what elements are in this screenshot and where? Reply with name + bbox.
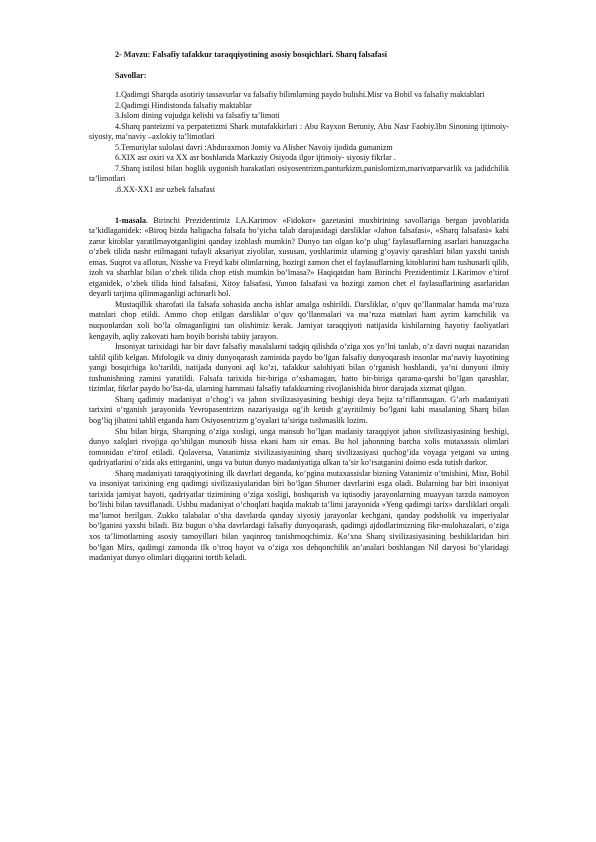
page-title: 2- Mavzu: Falsafiy tafakkur taraqqiyotining asosiy bosqichlari. Sharq falsafasi xyxy=(115,50,387,59)
body-paragraph: Insoniyat tarixidagi har bir davr falsafiy masalalarni tadqiq qilishda o’ziga xos yo’lni tanlab, o’z davri nuqtai nazaridan tahlil qilib kelgan. Mifologik va diniy dunyoqarash zaminida paydo bo’lgan falsafiy dunyoqarash insonlar ma’naviy hayotining yangi bosqichiga ko’tarildi, natijada dunyoni aql ko’zi, tafakkur salohiyati bilan o’rganish boshlandi, ya’ni dunyoni ilmiy tushunishning zamini yaratildi. Falsafa tarixida bir-biriga o’xshamagan, hatto bir-biriga qarama-qarshi bo’lgan qarashlar, tizimlar, fikrlar paydo bo’lsa-da, ularning hammasi falsafiy tafakkurning rivojlanishida biror darajada xizmat qilgan. xyxy=(89,342,509,394)
issue-label: 1-masala xyxy=(115,215,147,225)
question-item: 5.Temuriylar sulolasi davri :Abduraxmon Jomiy va Alisher Navoiy ijodida gumanizm xyxy=(115,142,393,152)
document-page xyxy=(89,50,509,564)
questions-list xyxy=(89,90,509,195)
body-paragraph: Shu bilan birga, Sharqning o’ziga xosligi, unga mansub bo’lgan madaniy taraqqiyot jahon sivilizasiyasining beshigi, dunyo xalqlari rivojiga qo’shilgan munosib hissa ekani ham sir emas. Bu hol jahonning barcha xolis mutaxassis olimlari tomonidan e’tirof etiladi. Qolaversa, Vatanimiz sivilizasiyasining sharq sivilizasiyasi quchog’ida voyaga yetgani va uning qadriyatlarini o’zida aks ettirganini, unga va butun dunyo madaniyatiga ulkan ta’sir ko’rsatganini doimo esda tutish darkor. xyxy=(89,426,509,468)
paragraph-text: . Birinchi Prezidentimiz I.A.Karimov «Fidokor» gazetasini muxbirining savollariga bergan javoblarida ta’kidlaganidek: «Biroq bizda haligacha falsafa bo’yicha talab darajasidagi darsliklar «Jahon falsafasi», «Sharq falsafasi» kabi zarur kitoblar yaratilmayotganligini qanday izohlash mumkin? Dunyo tan olgan ko’p ulug’ faylasuflarning asarlari hanuzgacha o’zbek tilida nashr etilmagani tufayli aksariyat ziyolilar, xususan, yoshlarimiz ularning g’oyaviy qarashlari bilan yaxshi tanish emas. Suqrot va aflotun, Nisshe va Freyd kabi olimlarning, hozirgi zamon chet el faylasuflarning kitoblarini ham tushunarli qilib, izoh va sharhlar bilan o’zbek tilida chop etish mumkin bo’lmasa?» Haqiqatdan ham Birinchi Prezidentimiz I.Karimov e’tirof etganidek, o’zbek tilida hind falsafasi, Xitoy falsafasi, Yunon falsafasi va hozirgi zamon chet el faylasuflarining asarlaridan deyarli tarjima qilinmaganligi achinarli hol. xyxy=(89,215,509,299)
question-item: 3.Islom dining vujudga kelishi va falsafiy ta’limoti xyxy=(115,111,280,121)
questions-heading: Savollar: xyxy=(115,70,147,80)
question-item: 1.Qadimgi Sharqda asotiriy tassavurlar va falsafiy bilimlarning paydo bulishi.Misr va Bobil va falsafiy maktablari xyxy=(115,90,485,100)
question-item: 4.Sharq panteizmi va perpatetizmi Shark mutafakkirlari : Abu Rayxon Beruniy, Abu Nasr Faobiy.Ibn Sinoning ijtimoiy-siyosiy, ma’naviy –axlokiy ta’limotlari xyxy=(89,121,509,142)
body-paragraph: Mustaqillik sharofati ila falsafa sohasida ancha ishlar amalga oshirildi. Darsliklar, o’quv qo’llanmalar hamda ma’ruza matnlari chop etildi. Ammo chop etilgan darsliklar o’quv qo’llanmalari va ma’ruza matnlari ham ayrim kamchilik va nuqsonlardan xoli bo’la olmaganligini tan olishimiz kerak. Jamiyat taraqqiyoti natijasida kishilarning hayotiy faoliyatlari kengayib, aqliy zakovati ham boyib borishi tabiiy jarayon. xyxy=(89,299,509,341)
body-paragraph: Sharq qadimiy madaniyat o’chog’i va jahon sivilizasiyasining beshigi deya bejiz ta’riflanmagan. G’arb madaniyati tarixini o’rganish jarayonida Yevropasentrizm nazariyasiga og’ib ketish g’ayritilmiy bo’lgani kabi masalaning Sharq bilan bog’liq jihatini tahlil etganda ham Osiyosentrizm g’oyalari ta’siriga tushmaslik lozim. xyxy=(89,394,509,425)
body-paragraph xyxy=(89,216,509,300)
body-paragraph: Sharq madaniyati taraqqiyotining ilk davrlari deganda, ko’pgina mutaxassislar bizning Vatanimiz o’tmishini, Misr, Bobil va insoniyat tarixining eng qadimgi sivilizasiyalaridan biri bo’lgan Shumer davrlarini esga oladi. Bularning har biri insoniyat tarixida jamiyat hayoti, qadriyatlar tizimining o’ziga xosligi, boshqarish va iqtisodiy jarayonlarning muayyan tarzda namoyon bo’lishi bilan tavsiflanadi. Ushbu madaniyat o’choqlari haqida maktab ta’limi jarayonida «Yeng qadimgi tarix» darsliklari orqali ma’lumot berilgan. Zukko talabalar o’sha davrlarda qanday siyosiy jarayonlar kechgani, qanday podsholik va imperiyalar bo’lganini yaxshi biladi. Biz bugun o’sha davrlardagi falsafiy dunyoqarash, qadimgi ajdodlarimizning fikr-mulohazalari, o’ziga xos ta’limotlarning asosiy tamoyillari bilan yaqinroq tanishmoqchimiz. Ko’xna Sharq sivilizasiyasining beshiklaridan biri bo’lgan Mirs, qadimgi zamonda ilk o’troq hayot va o’ziga xos dehqonchilik an’analari boshlangan Nil daryosi bo’ylaridagi madaniyat dunyo olimlari diqqatini tortib keladi. xyxy=(89,468,509,563)
question-item: 6.XIX asr oxiri va XX asr boshlarida Markaziy Osiyoda ilgor ijtimoiy- siyosiy fikrlar . xyxy=(115,153,396,163)
question-item: .8.XX-XX1 asr uzbek falsafasi xyxy=(115,185,216,195)
question-item: 2.Qadimgi Hindistonda falsafiy maktablar xyxy=(115,100,252,110)
section-spacer xyxy=(89,196,509,216)
question-item: 7.Sharq istilosi bilan boglik uygonish harakatlari osiyosentrizm,panturkizm,panislomizm,marivatparvarlik va jadidchilik ta’limotlari xyxy=(89,163,509,184)
